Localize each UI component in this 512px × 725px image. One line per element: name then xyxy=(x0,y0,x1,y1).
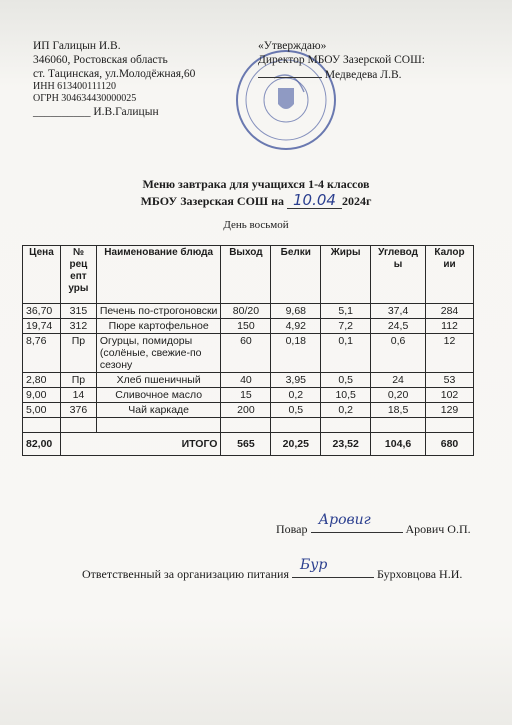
director-position: Директор МБОУ Зазерской СОШ: xyxy=(258,54,425,66)
approval-title: «Утверждаю» xyxy=(258,40,327,52)
cell-calories: 12 xyxy=(426,334,474,373)
table-row xyxy=(23,304,474,319)
cell-calories: 53 xyxy=(426,373,474,388)
cell-dish: Пюре картофельное xyxy=(96,319,221,334)
director-signature-blank xyxy=(258,67,322,78)
cell-proteins: 3,95 xyxy=(271,373,321,388)
cell-proteins: 0,18 xyxy=(271,334,321,373)
cell-output: 80/20 xyxy=(221,304,271,319)
cook-signature: Аровиг xyxy=(318,512,371,528)
menu-title-year: 2024г xyxy=(341,194,372,208)
issuer-name: ИП Галицын И.В. xyxy=(33,40,121,52)
issuer-ogrn: ОГРН 304634430000025 xyxy=(33,93,137,104)
table-row xyxy=(23,373,474,388)
total-carbs: 104,6 xyxy=(371,433,426,456)
col-header-dish: Наименование блюда xyxy=(96,246,221,304)
issuer-address-street: ст. Тацинская, ул.Молодёжная,60 xyxy=(33,68,196,80)
table-row xyxy=(23,388,474,403)
menu-title-line2 xyxy=(0,192,512,209)
cell-recipe: Пр xyxy=(60,373,96,388)
issuer-inn: ИНН 613400111120 xyxy=(33,81,117,92)
cell-fats: 5,1 xyxy=(321,304,371,319)
cell-dish: Печень по-строгоновски xyxy=(96,304,221,319)
cell-price: 2,80 xyxy=(23,373,61,388)
cook-signature-line xyxy=(311,512,403,533)
responsible-name: Бурховцова Н.И. xyxy=(377,567,463,581)
menu-title-line1: Меню завтрака для учащихся 1-4 классов xyxy=(142,177,370,191)
cell-fats: 0,1 xyxy=(321,334,371,373)
cell-proteins: 0,5 xyxy=(271,403,321,418)
total-calories: 680 xyxy=(426,433,474,456)
cell-carbs: 24 xyxy=(371,373,426,388)
total-label: ИТОГО xyxy=(60,433,221,456)
col-header-output: Выход xyxy=(221,246,271,304)
cell-calories: 129 xyxy=(426,403,474,418)
col-header-price: Цена xyxy=(23,246,61,304)
cell-output: 60 xyxy=(221,334,271,373)
cell-carbs: 24,5 xyxy=(371,319,426,334)
col-header-proteins: Белки xyxy=(271,246,321,304)
cell-recipe: 312 xyxy=(60,319,96,334)
cell-calories: 102 xyxy=(426,388,474,403)
cell-carbs: 37,4 xyxy=(371,304,426,319)
cook-label: Повар xyxy=(276,522,308,536)
cell-fats: 7,2 xyxy=(321,319,371,334)
table-row xyxy=(23,334,474,373)
table-total-row xyxy=(23,433,474,456)
day-label: День восьмой xyxy=(223,219,289,231)
cell-dish: Огурцы, помидоры (солёные, свежие-по сезону xyxy=(96,334,221,373)
cell-proteins: 4,92 xyxy=(271,319,321,334)
cell-proteins: 0,2 xyxy=(271,388,321,403)
cell-price: 9,00 xyxy=(23,388,61,403)
cell-output: 200 xyxy=(221,403,271,418)
cell-recipe: 315 xyxy=(60,304,96,319)
issuer-signer: __________ И.В.Галицын xyxy=(33,106,159,118)
approval-block xyxy=(258,39,425,82)
col-header-calories: Калор ии xyxy=(426,246,474,304)
cell-carbs: 18,5 xyxy=(371,403,426,418)
cell-calories: 284 xyxy=(426,304,474,319)
cell-output: 15 xyxy=(221,388,271,403)
menu-title-school: МБОУ Зазерская СОШ на xyxy=(140,194,285,208)
menu-table xyxy=(22,245,474,456)
cook-name: Арович О.П. xyxy=(405,522,471,536)
cell-fats: 0,5 xyxy=(321,373,371,388)
table-header-row xyxy=(23,246,474,304)
cell-price: 8,76 xyxy=(23,334,61,373)
cell-output: 40 xyxy=(221,373,271,388)
cell-recipe: Пр xyxy=(60,334,96,373)
director-signature-line xyxy=(258,67,425,82)
cell-dish: Сливочное масло xyxy=(96,388,221,403)
cell-output: 150 xyxy=(221,319,271,334)
cell-price: 5,00 xyxy=(23,403,61,418)
table-row xyxy=(23,319,474,334)
cell-carbs: 0,6 xyxy=(371,334,426,373)
responsible-signature-row xyxy=(82,557,463,582)
responsible-signature: Бур xyxy=(300,557,328,573)
responsible-label: Ответственный за организацию питания xyxy=(82,567,289,581)
cell-proteins: 9,68 xyxy=(271,304,321,319)
total-output: 565 xyxy=(221,433,271,456)
total-price: 82,00 xyxy=(23,433,61,456)
cell-recipe: 376 xyxy=(60,403,96,418)
table-row xyxy=(23,403,474,418)
cell-fats: 10,5 xyxy=(321,388,371,403)
cook-signature-row xyxy=(276,512,471,537)
issuer-block xyxy=(33,39,195,119)
col-header-recipe: № рец епт уры xyxy=(60,246,96,304)
menu-date-handwritten: 10.04 xyxy=(287,192,342,209)
cell-recipe: 14 xyxy=(60,388,96,403)
cell-dish: Хлеб пшеничный xyxy=(96,373,221,388)
responsible-signature-line xyxy=(292,557,374,578)
cell-carbs: 0,20 xyxy=(371,388,426,403)
cell-price: 19,74 xyxy=(23,319,61,334)
col-header-carbs: Углевод ы xyxy=(371,246,426,304)
director-name: Медведева Л.В. xyxy=(324,69,402,81)
col-header-fats: Жиры xyxy=(321,246,371,304)
cell-fats: 0,2 xyxy=(321,403,371,418)
cell-price: 36,70 xyxy=(23,304,61,319)
total-proteins: 20,25 xyxy=(271,433,321,456)
issuer-address-region: 346060, Ростовская область xyxy=(33,54,168,66)
cell-calories: 112 xyxy=(426,319,474,334)
table-row-empty xyxy=(23,418,474,433)
cell-dish: Чай каркаде xyxy=(96,403,221,418)
total-fats: 23,52 xyxy=(321,433,371,456)
